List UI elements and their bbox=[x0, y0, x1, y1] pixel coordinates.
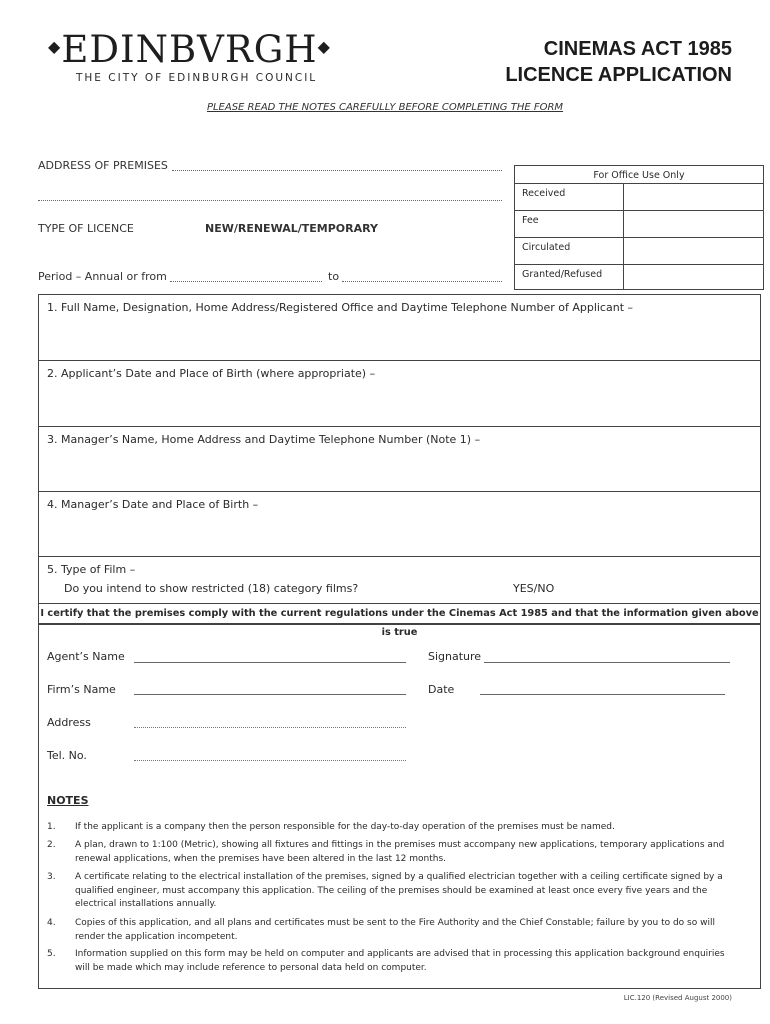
question-4-label: 4. Manager’s Date and Place of Birth – bbox=[47, 498, 259, 511]
tel-field[interactable] bbox=[134, 760, 406, 761]
office-label-received: Received bbox=[522, 188, 566, 199]
period-to-label: to bbox=[328, 270, 340, 283]
notes-heading: NOTES bbox=[47, 794, 89, 807]
note-text: Information supplied on this form may be held on computer and applicants are advised that in processing this application background enquiries will be made which may include reference to personal data held on computer. bbox=[75, 949, 725, 973]
form-title-act: CINEMAS ACT 1985 bbox=[543, 38, 732, 60]
diamond-icon: ◆ bbox=[317, 36, 331, 56]
question-3-box[interactable] bbox=[38, 426, 761, 492]
address-label: ADDRESS OF PREMISES bbox=[38, 159, 168, 172]
licence-type-options[interactable]: NEW/RENEWAL/TEMPORARY bbox=[205, 222, 378, 235]
council-logo bbox=[48, 30, 331, 73]
address-field-line2[interactable] bbox=[38, 200, 502, 201]
office-use-box bbox=[514, 165, 764, 290]
agent-name-field[interactable] bbox=[134, 662, 406, 663]
office-row-circulated bbox=[515, 237, 763, 265]
read-notes-notice: PLEASE READ THE NOTES CAREFULLY BEFORE COMPLETING THE FORM bbox=[206, 102, 564, 113]
note-text: A plan, drawn to 1:100 (Metric), showing all fixtures and fittings in the premises must accompany new applications, temporary applications and renewal applications, when the premises have been altered in the last 12 months. bbox=[75, 840, 725, 864]
form-title-application: LICENCE APPLICATION bbox=[505, 64, 732, 86]
office-label-fee: Fee bbox=[522, 215, 539, 226]
question-1-box[interactable] bbox=[38, 294, 761, 361]
council-name: THE CITY OF EDINBURGH COUNCIL bbox=[76, 72, 318, 84]
address-sig-label: Address bbox=[47, 716, 91, 729]
note-number: 5. bbox=[47, 949, 56, 959]
signature-label: Signature bbox=[428, 650, 482, 663]
yes-no-option[interactable]: YES/NO bbox=[513, 582, 555, 595]
agent-name-label: Agent’s Name bbox=[47, 650, 125, 663]
question-5-label: 5. Type of Film – bbox=[47, 563, 136, 576]
certification-statement: I certify that the premises comply with the current regulations under the Cinemas Act 1985 and that the information given above is true bbox=[38, 603, 761, 624]
firm-name-field[interactable] bbox=[134, 694, 406, 695]
question-2-label: 2. Applicant’s Date and Place of Birth (where appropriate) – bbox=[47, 367, 376, 380]
date-field[interactable] bbox=[480, 694, 725, 695]
licence-type-label: TYPE OF LICENCE bbox=[38, 222, 134, 235]
office-label-granted: Granted/Refused bbox=[522, 269, 603, 280]
note-number: 4. bbox=[47, 918, 56, 928]
note-text: A certificate relating to the electrical installation of the premises, signed by a qualified electrician together with a ceiling certificate signed by a qualified engineer, must accompany this application. The ceiling of the premises should be examined at least once every five years and the electrical installations annually. bbox=[75, 872, 723, 909]
form-reference: LIC.120 (Revised August 2000) bbox=[623, 994, 732, 1002]
office-row-granted bbox=[515, 264, 763, 290]
signature-field[interactable] bbox=[484, 662, 730, 663]
note-text: Copies of this application, and all plans and certificates must be sent to the Fire Authority and the Chief Constable; failure by you to do so will render the application incompetent. bbox=[75, 918, 715, 942]
note-number: 2. bbox=[47, 840, 56, 850]
question-5-sub: Do you intend to show restricted (18) category films? bbox=[64, 582, 359, 595]
note-number: 3. bbox=[47, 872, 56, 882]
period-from-field[interactable] bbox=[170, 281, 322, 282]
office-label-circulated: Circulated bbox=[522, 242, 571, 253]
diamond-icon: ◆ bbox=[48, 36, 62, 56]
question-1-label: 1. Full Name, Designation, Home Address/Registered Office and Daytime Telephone Number of Applicant – bbox=[47, 301, 633, 314]
firm-name-label: Firm’s Name bbox=[47, 683, 116, 696]
address-sig-field[interactable] bbox=[134, 727, 406, 728]
date-label: Date bbox=[428, 683, 455, 696]
tel-label: Tel. No. bbox=[47, 749, 87, 762]
period-to-field[interactable] bbox=[342, 281, 502, 282]
period-label: Period – Annual or from bbox=[38, 270, 167, 283]
office-row-received bbox=[515, 183, 763, 211]
office-use-header: For Office Use Only bbox=[593, 170, 685, 181]
question-2-box[interactable] bbox=[38, 360, 761, 427]
note-number: 1. bbox=[47, 822, 56, 832]
note-text: If the applicant is a company then the person responsible for the day-to-day operation of the premises must be named. bbox=[75, 822, 615, 832]
office-row-fee bbox=[515, 210, 763, 238]
question-5-box[interactable] bbox=[38, 556, 761, 604]
question-3-label: 3. Manager’s Name, Home Address and Daytime Telephone Number (Note 1) – bbox=[47, 433, 481, 446]
signature-notes-box bbox=[38, 624, 761, 989]
logo-wordmark: EDINBVRGH bbox=[61, 28, 318, 71]
address-field-line1[interactable] bbox=[172, 170, 502, 171]
question-4-box[interactable] bbox=[38, 491, 761, 557]
